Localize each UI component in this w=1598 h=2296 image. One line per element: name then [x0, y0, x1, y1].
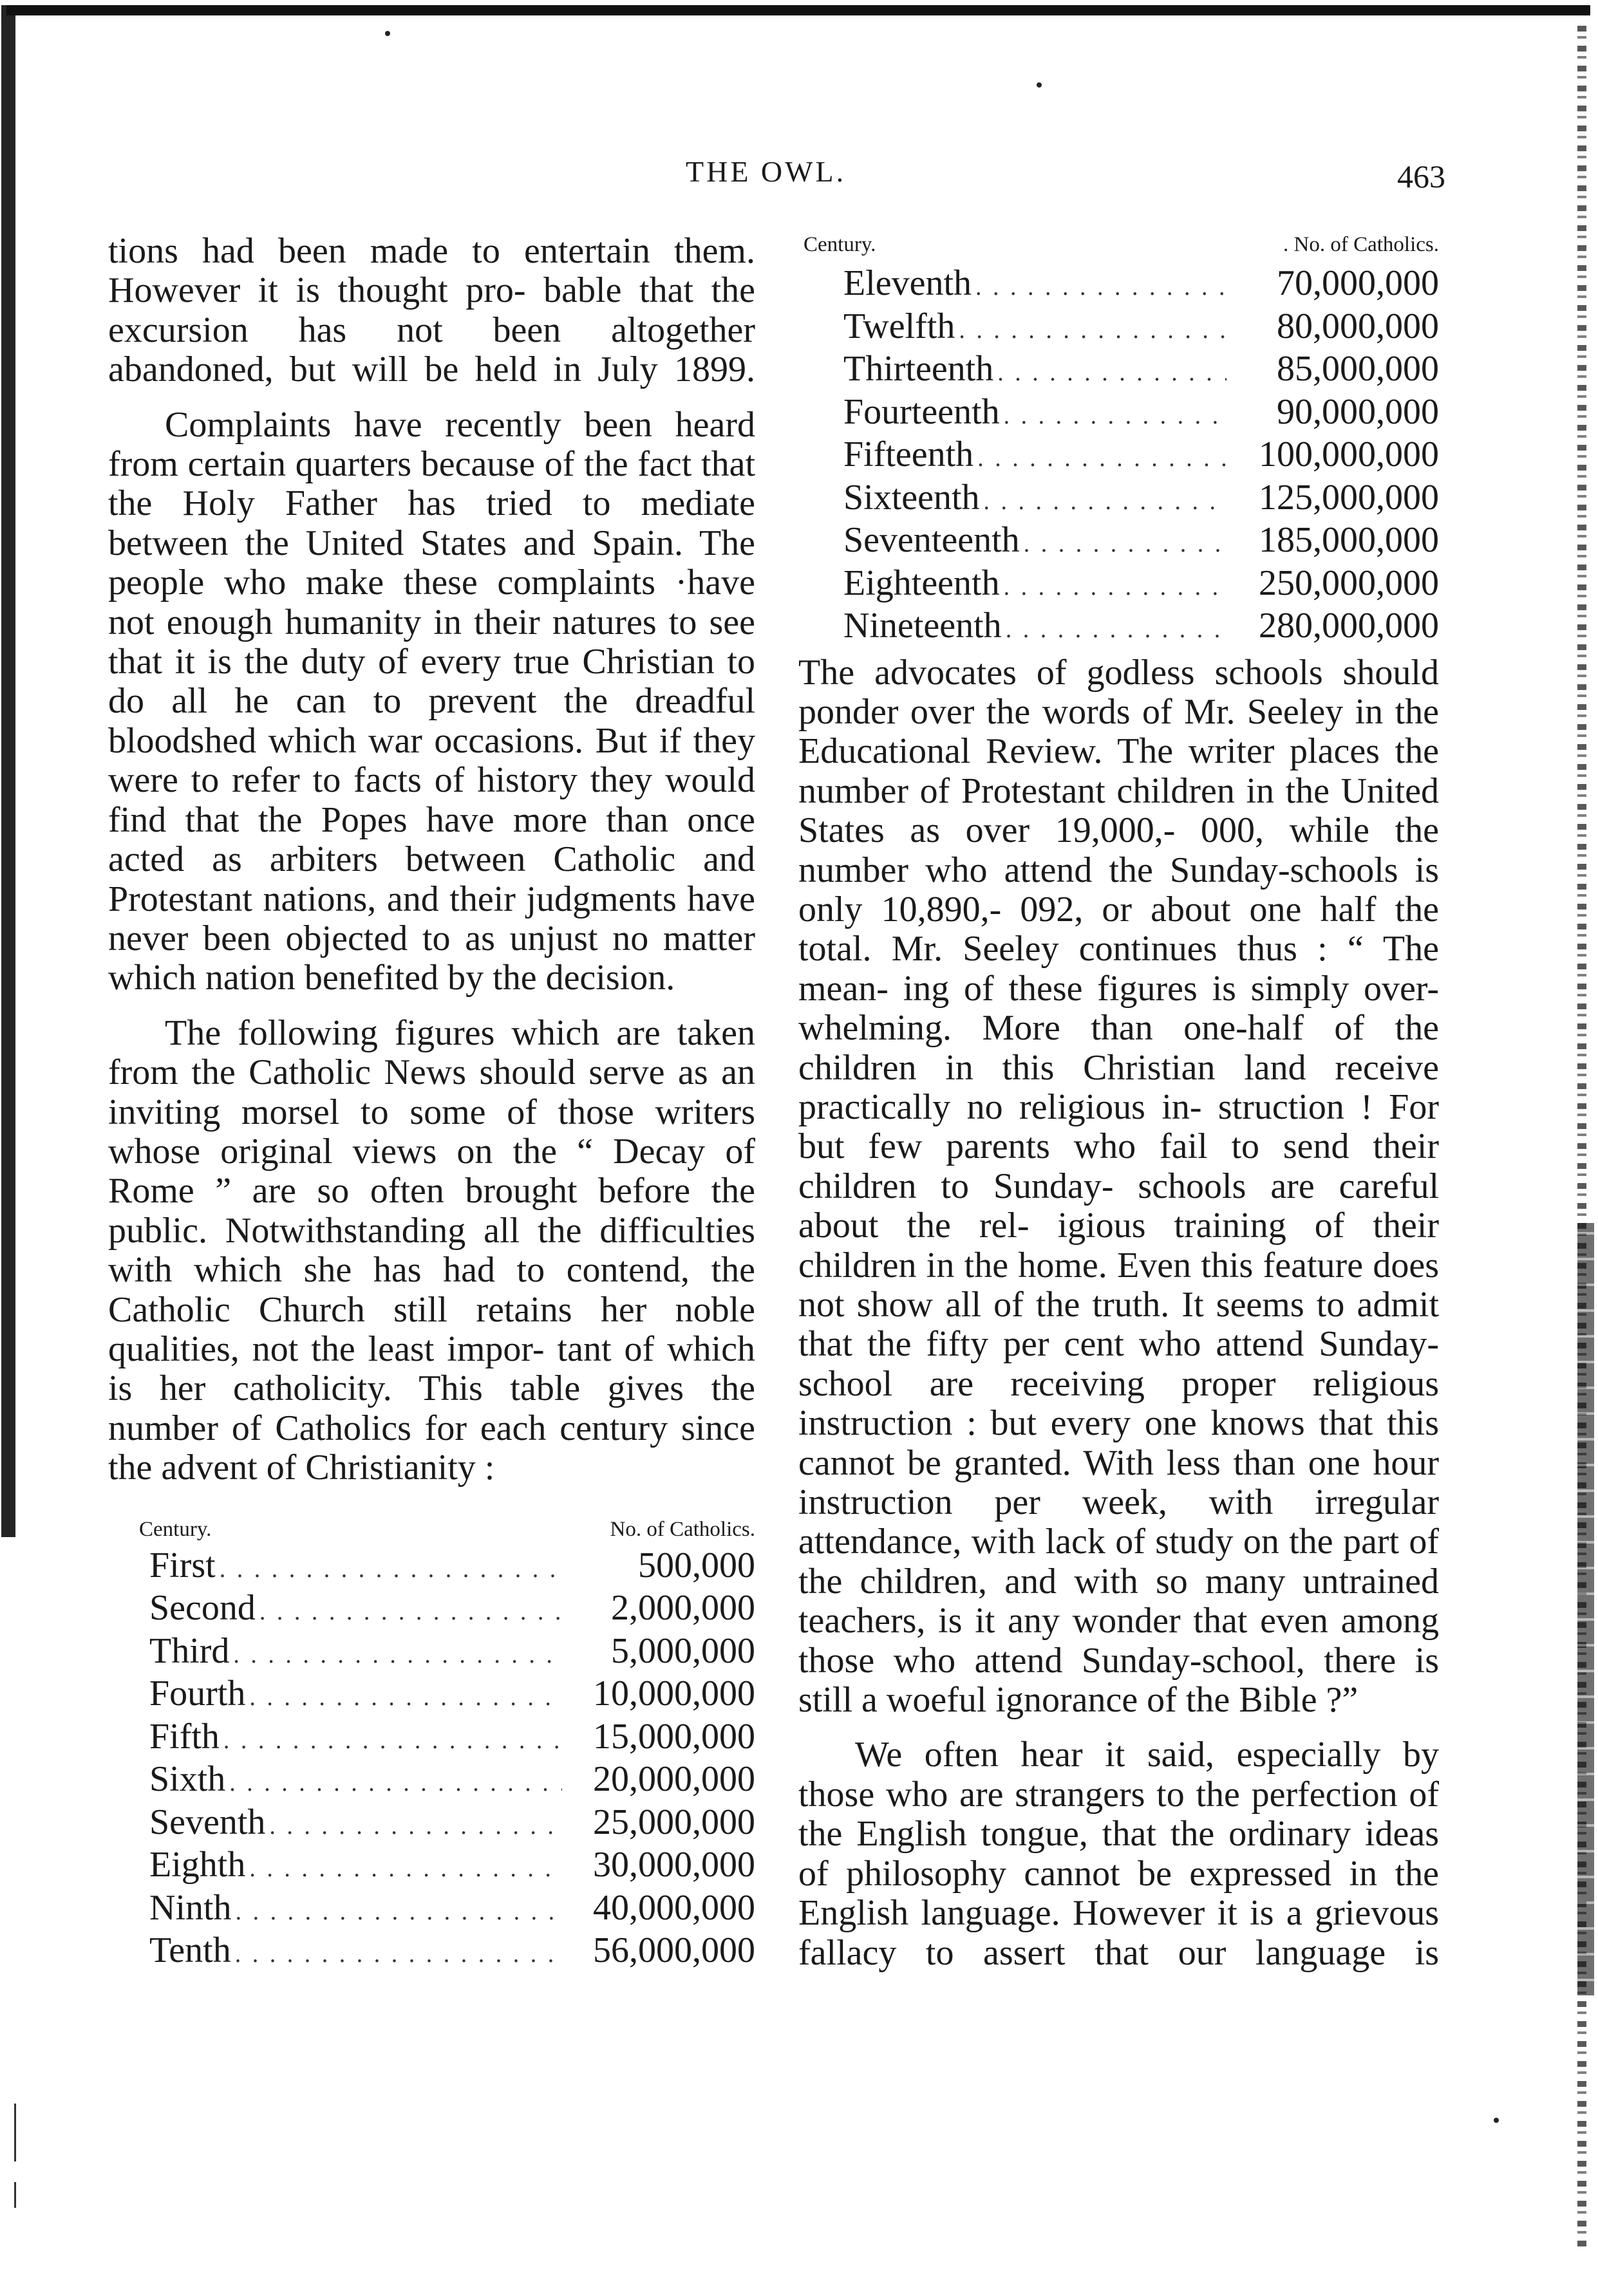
- text-line: Catholics for each century since the: [108, 1408, 756, 1488]
- text-line: tried to mediate between the United: [108, 483, 756, 563]
- century-cell: First: [149, 1545, 216, 1585]
- scan-border-top: [6, 5, 1590, 15]
- dot-leader: [972, 268, 1227, 307]
- catholics-table-eleventh-to-nineteenth: [798, 232, 1439, 649]
- dot-leader: [256, 1592, 562, 1632]
- text-line: proper religious instruction : but: [798, 1363, 1440, 1444]
- table-row: [798, 264, 1439, 307]
- text-line: were to refer to facts of history they: [108, 760, 653, 801]
- text-line: some of those writers whose original: [108, 1092, 755, 1171]
- scan-speck: [385, 31, 390, 36]
- table-row: [798, 350, 1439, 393]
- text-line: of the fact that the Holy Father has: [108, 444, 756, 524]
- text-line: to admit that the fifty per cent who: [798, 1285, 1440, 1365]
- table-row: [108, 1717, 755, 1760]
- text-line: ing of these figures is simply over-: [903, 968, 1440, 1009]
- text-line: prevent the dreadful bloodshed: [108, 681, 755, 761]
- count-cell: 15,000,000: [593, 1716, 755, 1757]
- dot-leader: [980, 482, 1227, 521]
- text-line: heard from certain quarters because: [108, 404, 755, 485]
- dot-leader: [1020, 525, 1227, 564]
- text-line: fail to send their children to Sunday-: [798, 1126, 1440, 1206]
- table-row: [108, 1589, 755, 1632]
- count-cell: 25,000,000: [593, 1802, 755, 1842]
- table-row: [108, 1889, 755, 1932]
- count-cell: 90,000,000: [1277, 391, 1439, 432]
- table-row: [108, 1931, 755, 1974]
- text-line: should ponder over the words of: [798, 652, 1439, 732]
- text-line: should serve as an inviting morsel to: [108, 1052, 755, 1132]
- century-cell: Second: [149, 1588, 256, 1629]
- table-header: [108, 1517, 755, 1542]
- table-header: [798, 232, 1439, 257]
- table-row: [798, 564, 1439, 607]
- paragraph-excursion: [108, 232, 755, 390]
- text-line: perfection of the English tongue,: [798, 1774, 1439, 1854]
- text-line: schools are careful about the rel-: [798, 1166, 1439, 1246]
- column-header-count: No. of Catholics.: [610, 1517, 755, 1541]
- count-cell: 80,000,000: [1277, 306, 1439, 346]
- text-line: noble qualities, not the least impor-: [108, 1289, 755, 1369]
- table-row: [798, 435, 1439, 478]
- text-line: Complaints have recently been: [165, 404, 652, 445]
- text-line: igious training of their children in: [798, 1206, 1439, 1285]
- count-cell: 280,000,000: [1259, 606, 1439, 646]
- text-line: by those who are strangers to the: [798, 1735, 1439, 1815]
- count-cell: 100,000,000: [1259, 434, 1439, 474]
- text-line: fallacy to assert that our language is: [798, 1932, 1439, 1973]
- century-cell: Ninth: [149, 1887, 232, 1928]
- text-line: instruction per week, with irregular: [798, 1482, 1439, 1523]
- text-line: so often brought before the public.: [108, 1171, 756, 1251]
- text-line: 000, while the number who attend: [798, 810, 1440, 890]
- text-line: Mr. Seeley in the Educational: [798, 691, 1440, 772]
- text-line: their judgments have never been: [108, 879, 756, 958]
- text-line: them. However it is thought pro-: [108, 231, 755, 311]
- count-cell: 185,000,000: [1259, 520, 1439, 560]
- text-line: the Sunday-schools is only 10,890,-: [798, 850, 1439, 929]
- century-cell: Thirteenth: [843, 349, 994, 389]
- text-line: not show all of the truth. It seems: [798, 1285, 1304, 1325]
- century-cell: Fourth: [149, 1674, 246, 1714]
- catholics-table-first-to-tenth: [108, 1517, 755, 1974]
- text-line: the United States as over 19,000,-: [798, 770, 1440, 851]
- text-line: enough humanity in their natures: [166, 602, 657, 642]
- text-line: receive practically no religious in-: [798, 1047, 1439, 1127]
- margin-mark: [14, 2182, 16, 2208]
- count-cell: 20,000,000: [593, 1759, 755, 1800]
- text-line: nation benefited by the decision.: [205, 958, 675, 998]
- count-cell: 40,000,000: [593, 1887, 755, 1928]
- dot-leader: [1002, 610, 1227, 649]
- century-cell: Sixteenth: [843, 477, 980, 518]
- scan-speck: [1494, 2118, 1499, 2123]
- margin-mark: [14, 2104, 16, 2161]
- text-line: States and Spain. The people who: [108, 523, 756, 603]
- text-line: the Catholic Church still retains her: [108, 1250, 756, 1330]
- century-cell: Seventeenth: [843, 520, 1020, 560]
- text-line: every one knows that this cannot be: [798, 1403, 1439, 1483]
- century-cell: Fifteenth: [843, 434, 974, 474]
- page-number: 463: [1397, 158, 1445, 194]
- dot-leader: [955, 311, 1227, 350]
- scan-speck: [1037, 82, 1042, 88]
- table-row: [108, 1845, 755, 1889]
- text-line: true Christian to do all he can to: [108, 642, 756, 722]
- column-header-count: . No. of Catholics.: [1283, 233, 1439, 256]
- text-line: be held in July 1899.: [424, 350, 756, 390]
- text-line: been altogether abandoned, but will: [108, 310, 755, 390]
- text-line: Seeley continues thus : “ The mean-: [798, 929, 1439, 1009]
- text-line: attend Sunday-school, there is still a: [798, 1640, 1440, 1721]
- dot-leader: [1000, 568, 1227, 607]
- century-cell: Third: [149, 1630, 230, 1671]
- text-line: bable that the excursion has not: [108, 270, 756, 350]
- dot-leader: [231, 1935, 562, 1974]
- text-line: wonder that even among those who: [798, 1601, 1440, 1681]
- text-line: many untrained teachers, is it any: [798, 1561, 1439, 1641]
- text-line: woeful ignorance of the Bible ?”: [886, 1680, 1358, 1721]
- dot-leader: [216, 1550, 562, 1589]
- table-row: [108, 1803, 755, 1846]
- dot-leader: [220, 1721, 562, 1760]
- left-column: [108, 232, 755, 1974]
- text-line: struction ! For but few parents who: [798, 1087, 1440, 1167]
- paragraph-complaints: [108, 406, 755, 998]
- scan-border-right-dark: [1577, 1223, 1594, 1995]
- table-row: [798, 606, 1439, 649]
- column-header-century: Century.: [804, 233, 876, 256]
- dot-leader: [245, 1678, 562, 1717]
- text-line: Review. The writer places the: [986, 731, 1439, 772]
- text-line: that the ordinary ideas of philosophy: [798, 1814, 1439, 1894]
- count-cell: 500,000: [638, 1545, 755, 1585]
- text-line: which war occasions. But if they: [268, 720, 756, 761]
- text-line: attend Sunday-school are receiving: [798, 1324, 1440, 1404]
- count-cell: 125,000,000: [1259, 477, 1439, 518]
- century-cell: Eighteenth: [843, 563, 1000, 603]
- count-cell: 2,000,000: [611, 1588, 755, 1629]
- count-cell: 70,000,000: [1277, 263, 1439, 303]
- column-header-century: Century.: [139, 1517, 212, 1541]
- text-line: The following figures which are: [165, 1013, 661, 1053]
- century-cell: Eighth: [149, 1845, 246, 1885]
- dot-leader: [973, 439, 1227, 478]
- text-line: tant of which is her catholicity.: [108, 1329, 755, 1409]
- paragraph-godless-schools: [798, 653, 1439, 1721]
- century-cell: Fifth: [149, 1716, 220, 1757]
- text-line: The advocates of godless schools: [798, 652, 1323, 693]
- text-line: language. However it is a grievous: [921, 1893, 1440, 1934]
- table-row: [798, 478, 1439, 521]
- dot-leader: [225, 1764, 562, 1803]
- right-column: [798, 232, 1439, 1973]
- table-row: [798, 307, 1439, 350]
- table-row: [108, 1632, 755, 1675]
- paragraph-figures: [108, 1014, 755, 1488]
- text-line: number of Protestant children in: [798, 770, 1275, 811]
- text-line: than once acted as arbiters between: [108, 799, 755, 880]
- century-cell: Sixth: [149, 1759, 226, 1800]
- text-line: whelming. More than one-half of: [798, 1008, 1365, 1049]
- dot-leader: [229, 1636, 562, 1675]
- dot-leader: [993, 353, 1227, 393]
- text-line: This table gives the number of: [108, 1368, 755, 1448]
- count-cell: 5,000,000: [611, 1630, 755, 1671]
- text-line: to see that it is the duty of every: [108, 602, 755, 682]
- text-line: Catholic and Protestant nations, and: [108, 839, 755, 919]
- dot-leader: [265, 1807, 562, 1846]
- table-row: [108, 1760, 755, 1803]
- count-cell: 10,000,000: [593, 1674, 755, 1714]
- dot-leader: [245, 1849, 562, 1889]
- text-line: the home. Even this feature does: [964, 1245, 1439, 1285]
- text-line: cannot be expressed in the English: [798, 1853, 1439, 1934]
- text-line: We often hear it said, especially: [855, 1735, 1381, 1775]
- text-line: would find that the Popes have more: [108, 760, 756, 840]
- text-line: views on the “ Decay of Rome ” are: [108, 1131, 755, 1211]
- century-cell: Nineteenth: [843, 606, 1002, 646]
- text-line: the children in this Christian land: [798, 1008, 1440, 1088]
- century-cell: Fourteenth: [843, 391, 1000, 432]
- count-cell: 56,000,000: [593, 1930, 755, 1971]
- century-cell: Seventh: [149, 1802, 266, 1842]
- scan-border-left: [1, 5, 15, 1537]
- century-cell: Tenth: [149, 1930, 231, 1971]
- text-line: tions had been made to entertain: [108, 231, 650, 271]
- count-cell: 85,000,000: [1277, 349, 1439, 389]
- text-line: the part of the children, and with so: [798, 1522, 1440, 1601]
- count-cell: 30,000,000: [593, 1845, 755, 1885]
- count-cell: 250,000,000: [1259, 563, 1439, 603]
- century-cell: Twelfth: [843, 306, 955, 346]
- running-title: THE OWL.: [686, 155, 847, 188]
- dot-leader: [232, 1892, 562, 1932]
- text-line: advent of Christianity :: [161, 1448, 495, 1488]
- paragraph-english-tongue: [798, 1735, 1439, 1972]
- table-row: [798, 393, 1439, 436]
- table-row: [108, 1546, 755, 1589]
- table-row: [108, 1674, 755, 1717]
- text-line: 092, or about one half the total. Mr.: [798, 889, 1439, 969]
- text-line: objected to as unjust no matter which: [108, 918, 755, 998]
- text-line: attendance, with lack of study on: [798, 1522, 1279, 1562]
- table-row: [798, 521, 1439, 564]
- text-line: with which she has had to contend,: [108, 1250, 690, 1291]
- text-line: taken from the Catholic News: [108, 1013, 756, 1093]
- dot-leader: [1000, 397, 1227, 436]
- text-line: Notwithstanding all the difficulties: [225, 1210, 756, 1251]
- century-cell: Eleventh: [843, 263, 972, 303]
- text-line: granted. With less than one hour: [954, 1442, 1440, 1483]
- text-line: make these complaints ·have not: [108, 563, 755, 642]
